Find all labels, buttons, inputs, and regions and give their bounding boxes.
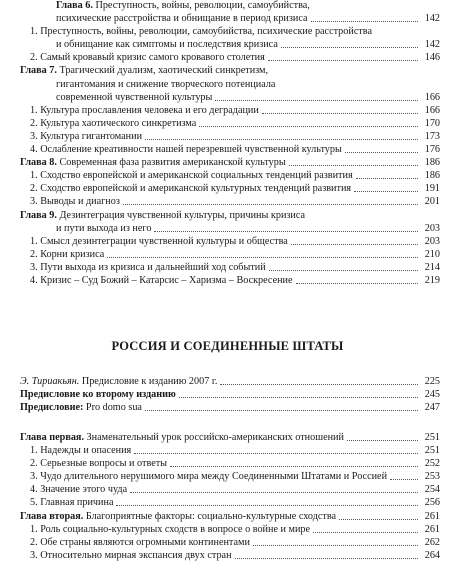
toc-entry-title [20,510,338,523]
toc-entry-label: Знаменательный урок российско-американских отношений [84,432,344,443]
toc-entry-title [56,222,153,235]
toc-entry-label: 1. Роль социально-культурных сходств в вопросе о войне и мире [30,523,311,535]
toc-entry-label-bold: Глава 6. [56,0,93,11]
toc-entry-label: 1. Сходство европейской и американской социальных тенденций развития [30,170,353,182]
toc-entry-title [30,444,133,457]
toc-entry [20,496,440,509]
toc-entry [20,156,440,169]
dot-leader [145,410,418,411]
dot-leader [154,231,418,232]
toc-entry-label: Дезинтеграция чувственной культуры, причины кризиса [56,209,306,221]
dot-leader [281,47,418,48]
toc-entry [20,130,440,143]
toc-entry-label: 4. Кризис – Суд Божий – Катарсис – Харизма – Воскресение [30,274,293,286]
toc-entry-label: гигантомания и снижение творческого потенциала [56,78,276,90]
toc-entry-label-italic: Э. Тириакьян. [20,376,80,387]
toc-page-number: 146 [420,51,440,64]
dot-leader [145,139,418,140]
toc-entry-title [30,51,267,64]
toc-page-number: 203 [420,222,440,235]
dot-leader [390,479,418,480]
toc-page-number: 225 [420,375,440,388]
toc-entry-title [30,523,312,536]
dot-leader [253,545,418,546]
toc-entry-label: и обнищание как симптомы и последствия кризиса [56,39,278,51]
toc-page-number: 261 [420,523,440,536]
toc-page-number: 264 [420,549,440,562]
toc-entry-label-bold: Глава 8. [20,157,57,169]
toc-page-number: 256 [420,496,440,509]
toc-entry-line [20,0,440,12]
toc-page-number: 254 [420,483,440,496]
toc-entry-title [20,156,288,169]
toc-page-number: 142 [420,12,440,25]
toc-entry-label: 1. Преступность, войны, революции, самоубийства, психические расстройства [30,26,372,38]
toc-entry [20,431,440,444]
toc-entry-title [30,536,252,549]
dot-leader [268,60,418,61]
toc-entry [20,169,440,182]
toc-entry-label: 3. Относительно мирная экспансия двух стран [30,549,232,561]
dot-leader [130,492,418,493]
toc-entry-title [30,104,261,117]
toc-entry-label: Pro domo sua [83,402,142,414]
toc-entry-title [20,64,270,77]
toc-entry-label: современной чувственной культуры [56,91,213,103]
dot-leader [291,244,418,245]
toc-entry [20,375,440,388]
toc-entry [20,12,440,25]
dot-leader [220,384,418,385]
dot-leader [170,466,418,467]
toc-page-number: 245 [420,388,440,401]
toc-page-number: 247 [420,401,440,414]
toc-entry [20,457,440,470]
toc-entry-label: 1. Надежды и опасения [30,445,132,457]
toc-page-number: 251 [420,431,440,444]
dot-leader [123,204,418,205]
dot-leader [296,283,418,284]
toc-entry-title [56,0,312,12]
toc-entry-label-bold: Предисловие ко второму изданию [20,389,176,401]
toc-entry [20,38,440,51]
toc-page-number: 214 [420,261,440,274]
toc-entry-label: психические расстройства и обнищание в период кризиса [56,13,308,25]
toc-page-number: 201 [420,195,440,208]
toc-entry-title [20,388,178,401]
toc-entry-title [30,457,169,470]
toc-page-number: 262 [420,536,440,549]
toc-entry-label: 5. Главная причина [30,497,114,509]
dot-leader [262,113,418,114]
toc-entry [20,523,440,536]
toc-entry-label: 2. Сходство европейской и американской культурных тенденций развития [30,183,352,195]
toc-page-number: 170 [420,117,440,130]
toc-entry-label-bold: Глава первая. [20,432,84,443]
toc-entry [20,117,440,130]
toc-entry [20,470,440,483]
toc-page-number: 173 [420,130,440,143]
toc-entry [20,104,440,117]
toc-entry-line [20,25,440,38]
dot-leader [179,397,418,398]
toc-entry-title [20,401,144,414]
toc-entry-title [30,470,389,483]
toc-entry-line [20,64,440,77]
toc-entry-label: Трагический дуализм, хаотический синкретизм, [56,65,269,77]
toc-page-number: 176 [420,143,440,156]
toc-page-number: 252 [420,457,440,470]
toc-entry-title [30,143,344,156]
dot-leader [313,532,418,533]
toc-page-number: 166 [420,104,440,117]
toc-entry-title [30,130,144,143]
toc-entry-label: 3. Пути выхода из кризиса и дальнейший ход событий [30,261,266,273]
dot-leader [199,126,418,127]
toc-page-number: 186 [420,156,440,169]
toc-entry-title [30,483,129,496]
toc-entry-title [30,169,355,182]
section-title: РОССИЯ И СОЕДИНЕННЫЕ ШТАТЫ [111,339,344,353]
toc-entry-label: Предисловие к изданию 2007 г. [79,376,218,387]
toc-entry-title [56,38,280,51]
toc-preface-list [20,375,440,414]
toc-entry-title [20,431,346,444]
toc-entry-label: 3. Чудо длительного нерушимого мира между Соединенными Штатами и Россией [30,471,388,483]
toc-entry-title [56,91,214,104]
toc-entry-title [30,274,295,287]
toc-entry-label: 2. Культура хаотического синкретизма [30,117,197,129]
toc-entry-title [30,117,198,130]
toc-page-number: 253 [420,470,440,483]
dot-leader [116,505,418,506]
toc-entry [20,549,440,562]
toc-entry [20,248,440,261]
dot-leader [356,178,418,179]
toc-entry-title [30,235,290,248]
dot-leader [347,440,418,441]
toc-entry-label: 4. Ослабление креативности нашей перезревшей чувственной культуры [30,144,342,156]
toc-page-number: 203 [420,235,440,248]
toc-entry-title [20,209,307,222]
dot-leader [345,152,418,153]
toc-entry-title [30,549,234,562]
toc-entry-label: 1. Смысл дезинтеграции чувственной культуры и общества [30,235,288,247]
toc-bottom-list [20,431,440,562]
toc-page-number: 142 [420,38,440,51]
toc-entry [20,143,440,156]
dot-leader [269,270,418,271]
toc-page-number: 191 [420,182,440,195]
toc-entry [20,195,440,208]
toc-entry [20,483,440,496]
toc-entry [20,261,440,274]
toc-entry-label-bold: Глава 9. [20,209,57,221]
toc-entry-label: Преступность, войны, революции, самоубийства, [92,0,310,11]
toc-entry-title [56,78,277,91]
toc-page-number: 166 [420,91,440,104]
toc-entry [20,235,440,248]
toc-entry-title [30,496,115,509]
toc-entry-title [30,195,122,208]
toc-entry-line [20,78,440,91]
toc-entry-label: и пути выхода из него [56,222,152,234]
toc-entry-title [20,375,219,388]
toc-page-number: 251 [420,444,440,457]
toc-entry-label: 3. Выводы и диагноз [30,196,120,208]
dot-leader [339,519,418,520]
dot-leader [311,21,418,22]
dot-leader [107,257,418,258]
toc-entry [20,274,440,287]
dot-leader [235,558,418,559]
toc-entry [20,222,440,235]
toc-entry-label-bold: Глава 7. [20,65,57,77]
toc-entry-label: 3. Культура гигантомании [30,130,143,142]
toc-entry-title [30,261,268,274]
toc-entry [20,388,440,401]
toc-entry [20,51,440,64]
dot-leader [289,165,418,166]
toc-entry-label: Благоприятные факторы: социально-культурные сходства [83,510,337,522]
toc-entry-label: 2. Обе страны являются огромными континентами [30,536,250,548]
dot-leader [134,453,418,454]
toc-entry-title [30,25,374,38]
toc-entry [20,182,440,195]
toc-entry-label-bold: Предисловие: [20,402,84,414]
toc-entry [20,510,440,523]
toc-entry-title [30,182,353,195]
toc-page-number: 210 [420,248,440,261]
toc-entry-label: 2. Корни кризиса [30,248,105,260]
toc-entry-line [20,209,440,222]
toc-page-number: 186 [420,169,440,182]
toc-entry [20,536,440,549]
toc-entry-label: 4. Значение этого чуда [30,484,128,496]
toc-page-number: 219 [420,274,440,287]
toc-entry [20,401,440,414]
toc-entry-label: 2. Самый кровавый кризис самого кровавого столетия [30,52,265,64]
toc-top-list [20,0,440,287]
toc-entry-label-bold: Глава вторая. [20,510,84,522]
toc-entry-title [30,248,106,261]
toc-entry [20,444,440,457]
dot-leader [354,191,418,192]
toc-entry-title [56,12,310,25]
dot-leader [215,100,418,101]
toc-page-number: 261 [420,510,440,523]
toc-entry-label: Современная фаза развития американской культуры [56,157,286,169]
toc-entry-label: 1. Культура прославления человека и его деградации [30,104,259,116]
toc-entry-label: 2. Серьезные вопросы и ответы [30,458,168,470]
toc-entry [20,91,440,104]
